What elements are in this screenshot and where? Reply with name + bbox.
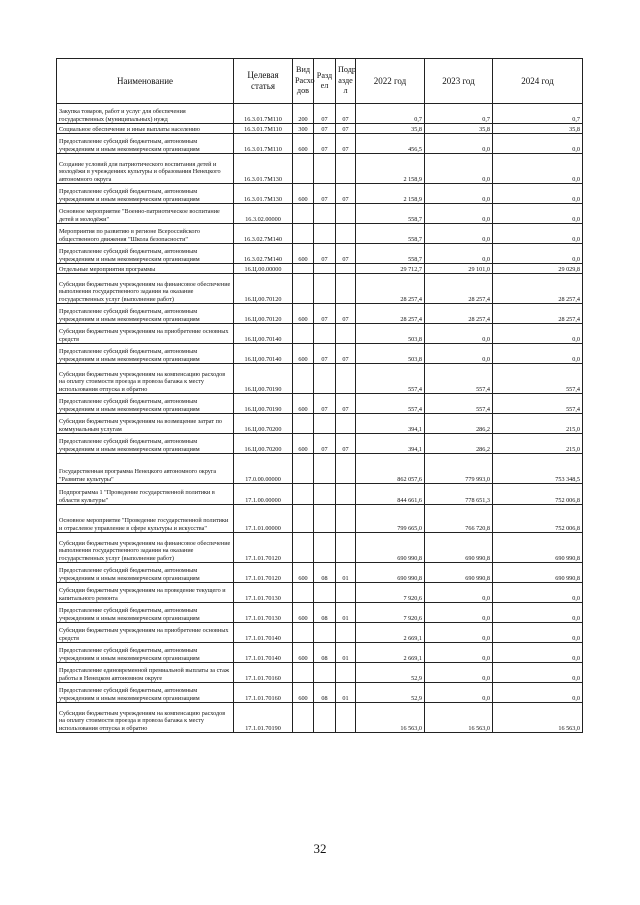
cell-razdel: [314, 484, 336, 505]
table-row: [57, 683, 583, 703]
cell-code: 17.1.01.70140: [234, 623, 293, 643]
cell-2023: 0,0: [425, 344, 493, 364]
cell-podrazdel: [336, 533, 356, 563]
cell-2023: 29 101,0: [425, 264, 493, 274]
table-body: [57, 104, 583, 733]
cell-vid: [293, 364, 314, 394]
cell-2024: 0,0: [493, 134, 583, 154]
cell-razdel: 08: [314, 643, 336, 663]
cell-2023: 0,0: [425, 154, 493, 184]
cell-2024: 28 257,4: [493, 304, 583, 324]
table-row: [57, 414, 583, 434]
cell-razdel: 08: [314, 603, 336, 623]
cell-vid: 600: [293, 134, 314, 154]
table-row: [57, 533, 583, 563]
cell-name: Предоставление субсидий бюджетным, автономным учреждениям и иным некоммерческим организациям: [57, 603, 234, 623]
cell-podrazdel: [336, 414, 356, 434]
cell-2023: 557,4: [425, 394, 493, 414]
cell-name: Предоставление субсидий бюджетным, автономным учреждениям и иным некоммерческим организациям: [57, 134, 234, 154]
cell-code: 17.1.00.00000: [234, 484, 293, 505]
cell-2022: 844 661,6: [356, 484, 425, 505]
cell-2024: 0,0: [493, 204, 583, 224]
cell-vid: [293, 703, 314, 733]
cell-name: Предоставление субсидий бюджетным, автономным учреждениям и иным некоммерческим организациям: [57, 434, 234, 454]
cell-2022: 557,4: [356, 364, 425, 394]
cell-2022: 29 712,7: [356, 264, 425, 274]
cell-2022: 690 990,8: [356, 533, 425, 563]
header-2022: 2022 год: [356, 59, 425, 104]
cell-name: Подпрограмма 1 "Проведение государственной политики в области культуры": [57, 484, 234, 505]
cell-razdel: [314, 224, 336, 244]
cell-podrazdel: [336, 703, 356, 733]
table-row: [57, 204, 583, 224]
table-row: [57, 224, 583, 244]
cell-razdel: [314, 274, 336, 304]
cell-2023: 690 990,8: [425, 563, 493, 583]
cell-2024: 215,0: [493, 414, 583, 434]
cell-2023: 286,2: [425, 414, 493, 434]
cell-2022: 28 257,4: [356, 304, 425, 324]
cell-podrazdel: [336, 484, 356, 505]
cell-podrazdel: [336, 324, 356, 344]
cell-2023: 0,0: [425, 324, 493, 344]
cell-code: 17.1.01.70120: [234, 533, 293, 563]
table-row: [57, 134, 583, 154]
cell-2022: 16 563,0: [356, 703, 425, 733]
cell-2022: 799 665,0: [356, 505, 425, 533]
cell-2024: 0,0: [493, 344, 583, 364]
cell-2023: 766 720,8: [425, 505, 493, 533]
cell-razdel: [314, 533, 336, 563]
cell-name: Основное мероприятие "Военно-патриотическое воспитание детей и молодёжи": [57, 204, 234, 224]
cell-2024: 29 029,8: [493, 264, 583, 274]
cell-2024: 16 563,0: [493, 703, 583, 733]
cell-2024: 0,0: [493, 184, 583, 204]
cell-2022: 2 669,1: [356, 623, 425, 643]
cell-razdel: [314, 364, 336, 394]
cell-podrazdel: [336, 204, 356, 224]
cell-name: Предоставление субсидий бюджетным, автономным учреждениям и иным некоммерческим организациям: [57, 344, 234, 364]
cell-code: 16.3.01.7М130: [234, 154, 293, 184]
cell-code: 17.1.01.70130: [234, 583, 293, 603]
table-row: [57, 663, 583, 683]
cell-razdel: 07: [314, 134, 336, 154]
cell-razdel: [314, 505, 336, 533]
cell-name: Закупка товаров, работ и услуг для обеспечения государственных (муниципальных) нужд: [57, 104, 234, 124]
cell-razdel: 07: [314, 244, 336, 264]
cell-code: 16.Ц.00.70200: [234, 434, 293, 454]
cell-2024: 28 257,4: [493, 274, 583, 304]
cell-vid: 600: [293, 304, 314, 324]
cell-vid: [293, 414, 314, 434]
cell-vid: [293, 533, 314, 563]
table-header-row: [57, 59, 583, 104]
cell-name: Предоставление субсидий бюджетным, автономным учреждениям и иным некоммерческим организациям: [57, 563, 234, 583]
table-row: [57, 244, 583, 264]
cell-vid: 600: [293, 434, 314, 454]
cell-code: 16.3.01.7М110: [234, 104, 293, 124]
cell-podrazdel: 07: [336, 304, 356, 324]
cell-vid: [293, 264, 314, 274]
header-name: Наименование: [57, 59, 234, 104]
cell-code: 17.1.01.70130: [234, 603, 293, 623]
cell-2023: 35,8: [425, 124, 493, 134]
cell-vid: [293, 505, 314, 533]
cell-2023: 0,0: [425, 184, 493, 204]
cell-code: 16.3.01.7М110: [234, 134, 293, 154]
cell-2023: 0,0: [425, 583, 493, 603]
cell-name: Предоставление субсидий бюджетным, автономным учреждениям и иным некоммерческим организациям: [57, 394, 234, 414]
cell-razdel: 07: [314, 434, 336, 454]
cell-2024: 690 990,8: [493, 533, 583, 563]
table-row: [57, 603, 583, 623]
cell-vid: 600: [293, 563, 314, 583]
cell-code: 16.Ц.00.70190: [234, 394, 293, 414]
cell-2022: 28 257,4: [356, 274, 425, 304]
table-row: [57, 364, 583, 394]
cell-2024: 0,0: [493, 623, 583, 643]
cell-2022: 7 920,6: [356, 603, 425, 623]
cell-2023: 16 563,0: [425, 703, 493, 733]
cell-2024: 752 006,8: [493, 484, 583, 505]
cell-vid: 600: [293, 603, 314, 623]
cell-2022: 558,7: [356, 204, 425, 224]
cell-name: Предоставление субсидий бюджетным, автономным учреждениям и иным некоммерческим организациям: [57, 304, 234, 324]
table-row: [57, 563, 583, 583]
cell-2024: 690 990,8: [493, 563, 583, 583]
cell-razdel: [314, 414, 336, 434]
cell-2024: 0,0: [493, 683, 583, 703]
cell-2023: 0,0: [425, 663, 493, 683]
cell-2022: 7 920,6: [356, 583, 425, 603]
cell-name: Субсидии бюджетным учреждениям на приобретение основных средств: [57, 623, 234, 643]
header-vid: Вид Расхо дов: [293, 59, 314, 104]
cell-name: Создание условий для патриотического воспитания детей и молодёжи в учреждениях культуры и образования Ненецкого автономного округа: [57, 154, 234, 184]
cell-vid: 600: [293, 244, 314, 264]
header-2024: 2024 год: [493, 59, 583, 104]
cell-name: Субсидии бюджетным учреждениям на проведение текущего и капитального ремонта: [57, 583, 234, 603]
cell-podrazdel: [336, 505, 356, 533]
budget-table: [56, 58, 583, 733]
cell-podrazdel: 07: [336, 134, 356, 154]
cell-razdel: [314, 623, 336, 643]
cell-razdel: [314, 204, 336, 224]
cell-name: Предоставление субсидий бюджетным, автономным учреждениям и иным некоммерческим организациям: [57, 184, 234, 204]
cell-razdel: 07: [314, 124, 336, 134]
cell-2024: 0,0: [493, 324, 583, 344]
cell-podrazdel: [336, 454, 356, 484]
cell-2024: 0,0: [493, 154, 583, 184]
cell-name: Предоставление единовременной премиальной выплаты за стаж работы в Ненецком автономном округе: [57, 663, 234, 683]
cell-2022: 503,8: [356, 344, 425, 364]
cell-vid: 300: [293, 124, 314, 134]
cell-code: 16.Ц.00.70120: [234, 274, 293, 304]
cell-2022: 52,9: [356, 683, 425, 703]
cell-name: Социальное обеспечение и иные выплаты населению: [57, 124, 234, 134]
table-row: [57, 104, 583, 124]
cell-code: 17.1.01.70160: [234, 683, 293, 703]
cell-vid: [293, 623, 314, 643]
cell-2022: 862 057,6: [356, 454, 425, 484]
cell-razdel: 08: [314, 563, 336, 583]
cell-razdel: [314, 324, 336, 344]
cell-vid: [293, 324, 314, 344]
cell-razdel: 07: [314, 394, 336, 414]
cell-2022: 2 158,9: [356, 184, 425, 204]
cell-2023: 0,0: [425, 134, 493, 154]
cell-razdel: [314, 264, 336, 274]
header-razdel: Разд ел: [314, 59, 336, 104]
cell-2023: 0,0: [425, 224, 493, 244]
cell-2024: 0,0: [493, 663, 583, 683]
cell-code: 17.1.01.00000: [234, 505, 293, 533]
cell-razdel: 07: [314, 304, 336, 324]
cell-razdel: [314, 154, 336, 184]
cell-podrazdel: [336, 364, 356, 394]
cell-razdel: 07: [314, 184, 336, 204]
table-row: [57, 703, 583, 733]
cell-podrazdel: 07: [336, 184, 356, 204]
cell-code: 16.3.01.7М130: [234, 184, 293, 204]
table-row: [57, 124, 583, 134]
cell-2023: 0,0: [425, 623, 493, 643]
cell-podrazdel: 01: [336, 563, 356, 583]
cell-2023: 779 993,0: [425, 454, 493, 484]
cell-vid: [293, 154, 314, 184]
cell-2022: 0,7: [356, 104, 425, 124]
cell-2022: 35,8: [356, 124, 425, 134]
cell-code: 16.Ц.00.70140: [234, 324, 293, 344]
cell-code: 16.3.02.7М140: [234, 244, 293, 264]
cell-vid: [293, 583, 314, 603]
cell-name: Субсидии бюджетным учреждениям на компенсацию расходов на оплату стоимости проезда и провоза багажа к месту использования отпуска и обратно: [57, 703, 234, 733]
cell-2022: 456,5: [356, 134, 425, 154]
cell-podrazdel: 07: [336, 104, 356, 124]
cell-2024: 0,0: [493, 643, 583, 663]
cell-2022: 2 158,9: [356, 154, 425, 184]
cell-vid: 600: [293, 184, 314, 204]
header-2023: 2023 год: [425, 59, 493, 104]
cell-name: Государственная программа Ненецкого автономного округа "Развитие культуры": [57, 454, 234, 484]
cell-2022: 52,9: [356, 663, 425, 683]
cell-2024: 752 006,8: [493, 505, 583, 533]
cell-vid: [293, 663, 314, 683]
cell-podrazdel: [336, 154, 356, 184]
table-row: [57, 434, 583, 454]
cell-podrazdel: [336, 623, 356, 643]
cell-code: 16.3.02.7М140: [234, 224, 293, 244]
cell-2023: 0,7: [425, 104, 493, 124]
table-row: [57, 484, 583, 505]
cell-vid: [293, 454, 314, 484]
cell-name: Предоставление субсидий бюджетным, автономным учреждениям и иным некоммерческим организациям: [57, 643, 234, 663]
cell-code: 16.Ц.00.00000: [234, 264, 293, 274]
cell-code: 17.1.01.70120: [234, 563, 293, 583]
cell-vid: 200: [293, 104, 314, 124]
table-row: [57, 623, 583, 643]
cell-2023: 0,0: [425, 603, 493, 623]
table-row: [57, 264, 583, 274]
table-row: [57, 505, 583, 533]
cell-2022: 394,1: [356, 434, 425, 454]
cell-code: 16.Ц.00.70120: [234, 304, 293, 324]
cell-code: 17.1.01.70190: [234, 703, 293, 733]
cell-2022: 2 669,1: [356, 643, 425, 663]
cell-2024: 557,4: [493, 364, 583, 394]
cell-2024: 35,8: [493, 124, 583, 134]
cell-2024: 557,4: [493, 394, 583, 414]
cell-code: 17.1.01.70160: [234, 663, 293, 683]
cell-name: Субсидии бюджетным учреждениям на возмещение затрат по коммунальным услугам: [57, 414, 234, 434]
cell-name: Отдельные мероприятия программы: [57, 264, 234, 274]
cell-2022: 394,1: [356, 414, 425, 434]
cell-2022: 557,4: [356, 394, 425, 414]
cell-podrazdel: 07: [336, 394, 356, 414]
cell-2024: 0,0: [493, 244, 583, 264]
table-row: [57, 583, 583, 603]
cell-razdel: [314, 703, 336, 733]
cell-vid: 600: [293, 643, 314, 663]
cell-2023: 690 990,8: [425, 533, 493, 563]
cell-podrazdel: 07: [336, 344, 356, 364]
cell-code: 16.Ц.00.70200: [234, 414, 293, 434]
cell-podrazdel: 07: [336, 434, 356, 454]
cell-razdel: 07: [314, 344, 336, 364]
table-row: [57, 394, 583, 414]
cell-razdel: [314, 454, 336, 484]
cell-2024: 0,0: [493, 583, 583, 603]
cell-podrazdel: 07: [336, 244, 356, 264]
cell-code: 16.3.02.00000: [234, 204, 293, 224]
header-podrazdel: Подр азде л: [336, 59, 356, 104]
cell-2024: 0,0: [493, 603, 583, 623]
cell-2022: 558,7: [356, 224, 425, 244]
table-row: [57, 454, 583, 484]
cell-2022: 503,8: [356, 324, 425, 344]
page-number: 32: [313, 841, 327, 856]
cell-podrazdel: 01: [336, 683, 356, 703]
cell-podrazdel: 01: [336, 603, 356, 623]
cell-2023: 28 257,4: [425, 304, 493, 324]
cell-2023: 778 651,3: [425, 484, 493, 505]
cell-code: 16.Ц.00.70140: [234, 344, 293, 364]
cell-name: Мероприятия по развитию в регионе Всероссийского общественного движения "Школа безопасности": [57, 224, 234, 244]
cell-podrazdel: [336, 663, 356, 683]
cell-code: 16.3.01.7М110: [234, 124, 293, 134]
cell-2023: 286,2: [425, 434, 493, 454]
table-row: [57, 274, 583, 304]
cell-name: Предоставление субсидий бюджетным, автономным учреждениям и иным некоммерческим организациям: [57, 683, 234, 703]
table-row: [57, 324, 583, 344]
cell-2023: 28 257,4: [425, 274, 493, 304]
cell-code: 17.0.00.00000: [234, 454, 293, 484]
cell-podrazdel: [336, 583, 356, 603]
cell-name: Субсидии бюджетным учреждениям на компенсацию расходов на оплату стоимости проезда и провоза багажа к месту использования отпуска и обратно: [57, 364, 234, 394]
header-code: Целевая статья: [234, 59, 293, 104]
cell-name: Предоставление субсидий бюджетным, автономным учреждениям и иным некоммерческим организациям: [57, 244, 234, 264]
cell-name: Субсидии бюджетным учреждениям на приобретение основных средств: [57, 324, 234, 344]
cell-podrazdel: [336, 264, 356, 274]
table-row: [57, 643, 583, 663]
cell-razdel: 07: [314, 104, 336, 124]
cell-code: 17.1.01.70140: [234, 643, 293, 663]
cell-vid: 600: [293, 683, 314, 703]
cell-name: Субсидии бюджетным учреждениям на финансовое обеспечение выполнения государственного задания на оказание государственных услуг (выполнение работ): [57, 274, 234, 304]
cell-vid: [293, 484, 314, 505]
table-row: [57, 154, 583, 184]
cell-2023: 0,0: [425, 643, 493, 663]
cell-podrazdel: [336, 224, 356, 244]
cell-2024: 0,7: [493, 104, 583, 124]
cell-2024: 753 348,5: [493, 454, 583, 484]
cell-podrazdel: 07: [336, 124, 356, 134]
table-row: [57, 184, 583, 204]
cell-podrazdel: 01: [336, 643, 356, 663]
cell-name: Субсидии бюджетным учреждениям на финансовое обеспечение выполнения государственного задания на оказание государственных услуг (выполнение работ): [57, 533, 234, 563]
cell-vid: 600: [293, 394, 314, 414]
cell-razdel: [314, 663, 336, 683]
cell-name: Основное мероприятие "Проведение государственной политики и отраслевое управление в сфере культуры и искусства": [57, 505, 234, 533]
cell-vid: [293, 274, 314, 304]
cell-2022: 690 990,8: [356, 563, 425, 583]
table-row: [57, 304, 583, 324]
cell-2023: 557,4: [425, 364, 493, 394]
cell-podrazdel: [336, 274, 356, 304]
cell-razdel: [314, 583, 336, 603]
cell-razdel: 08: [314, 683, 336, 703]
cell-vid: [293, 204, 314, 224]
cell-2023: 0,0: [425, 244, 493, 264]
cell-vid: 600: [293, 344, 314, 364]
cell-2023: 0,0: [425, 204, 493, 224]
cell-2024: 215,0: [493, 434, 583, 454]
cell-vid: [293, 224, 314, 244]
cell-2022: 558,7: [356, 244, 425, 264]
cell-2023: 0,0: [425, 683, 493, 703]
cell-2024: 0,0: [493, 224, 583, 244]
table-row: [57, 344, 583, 364]
cell-code: 16.Ц.00.70190: [234, 364, 293, 394]
